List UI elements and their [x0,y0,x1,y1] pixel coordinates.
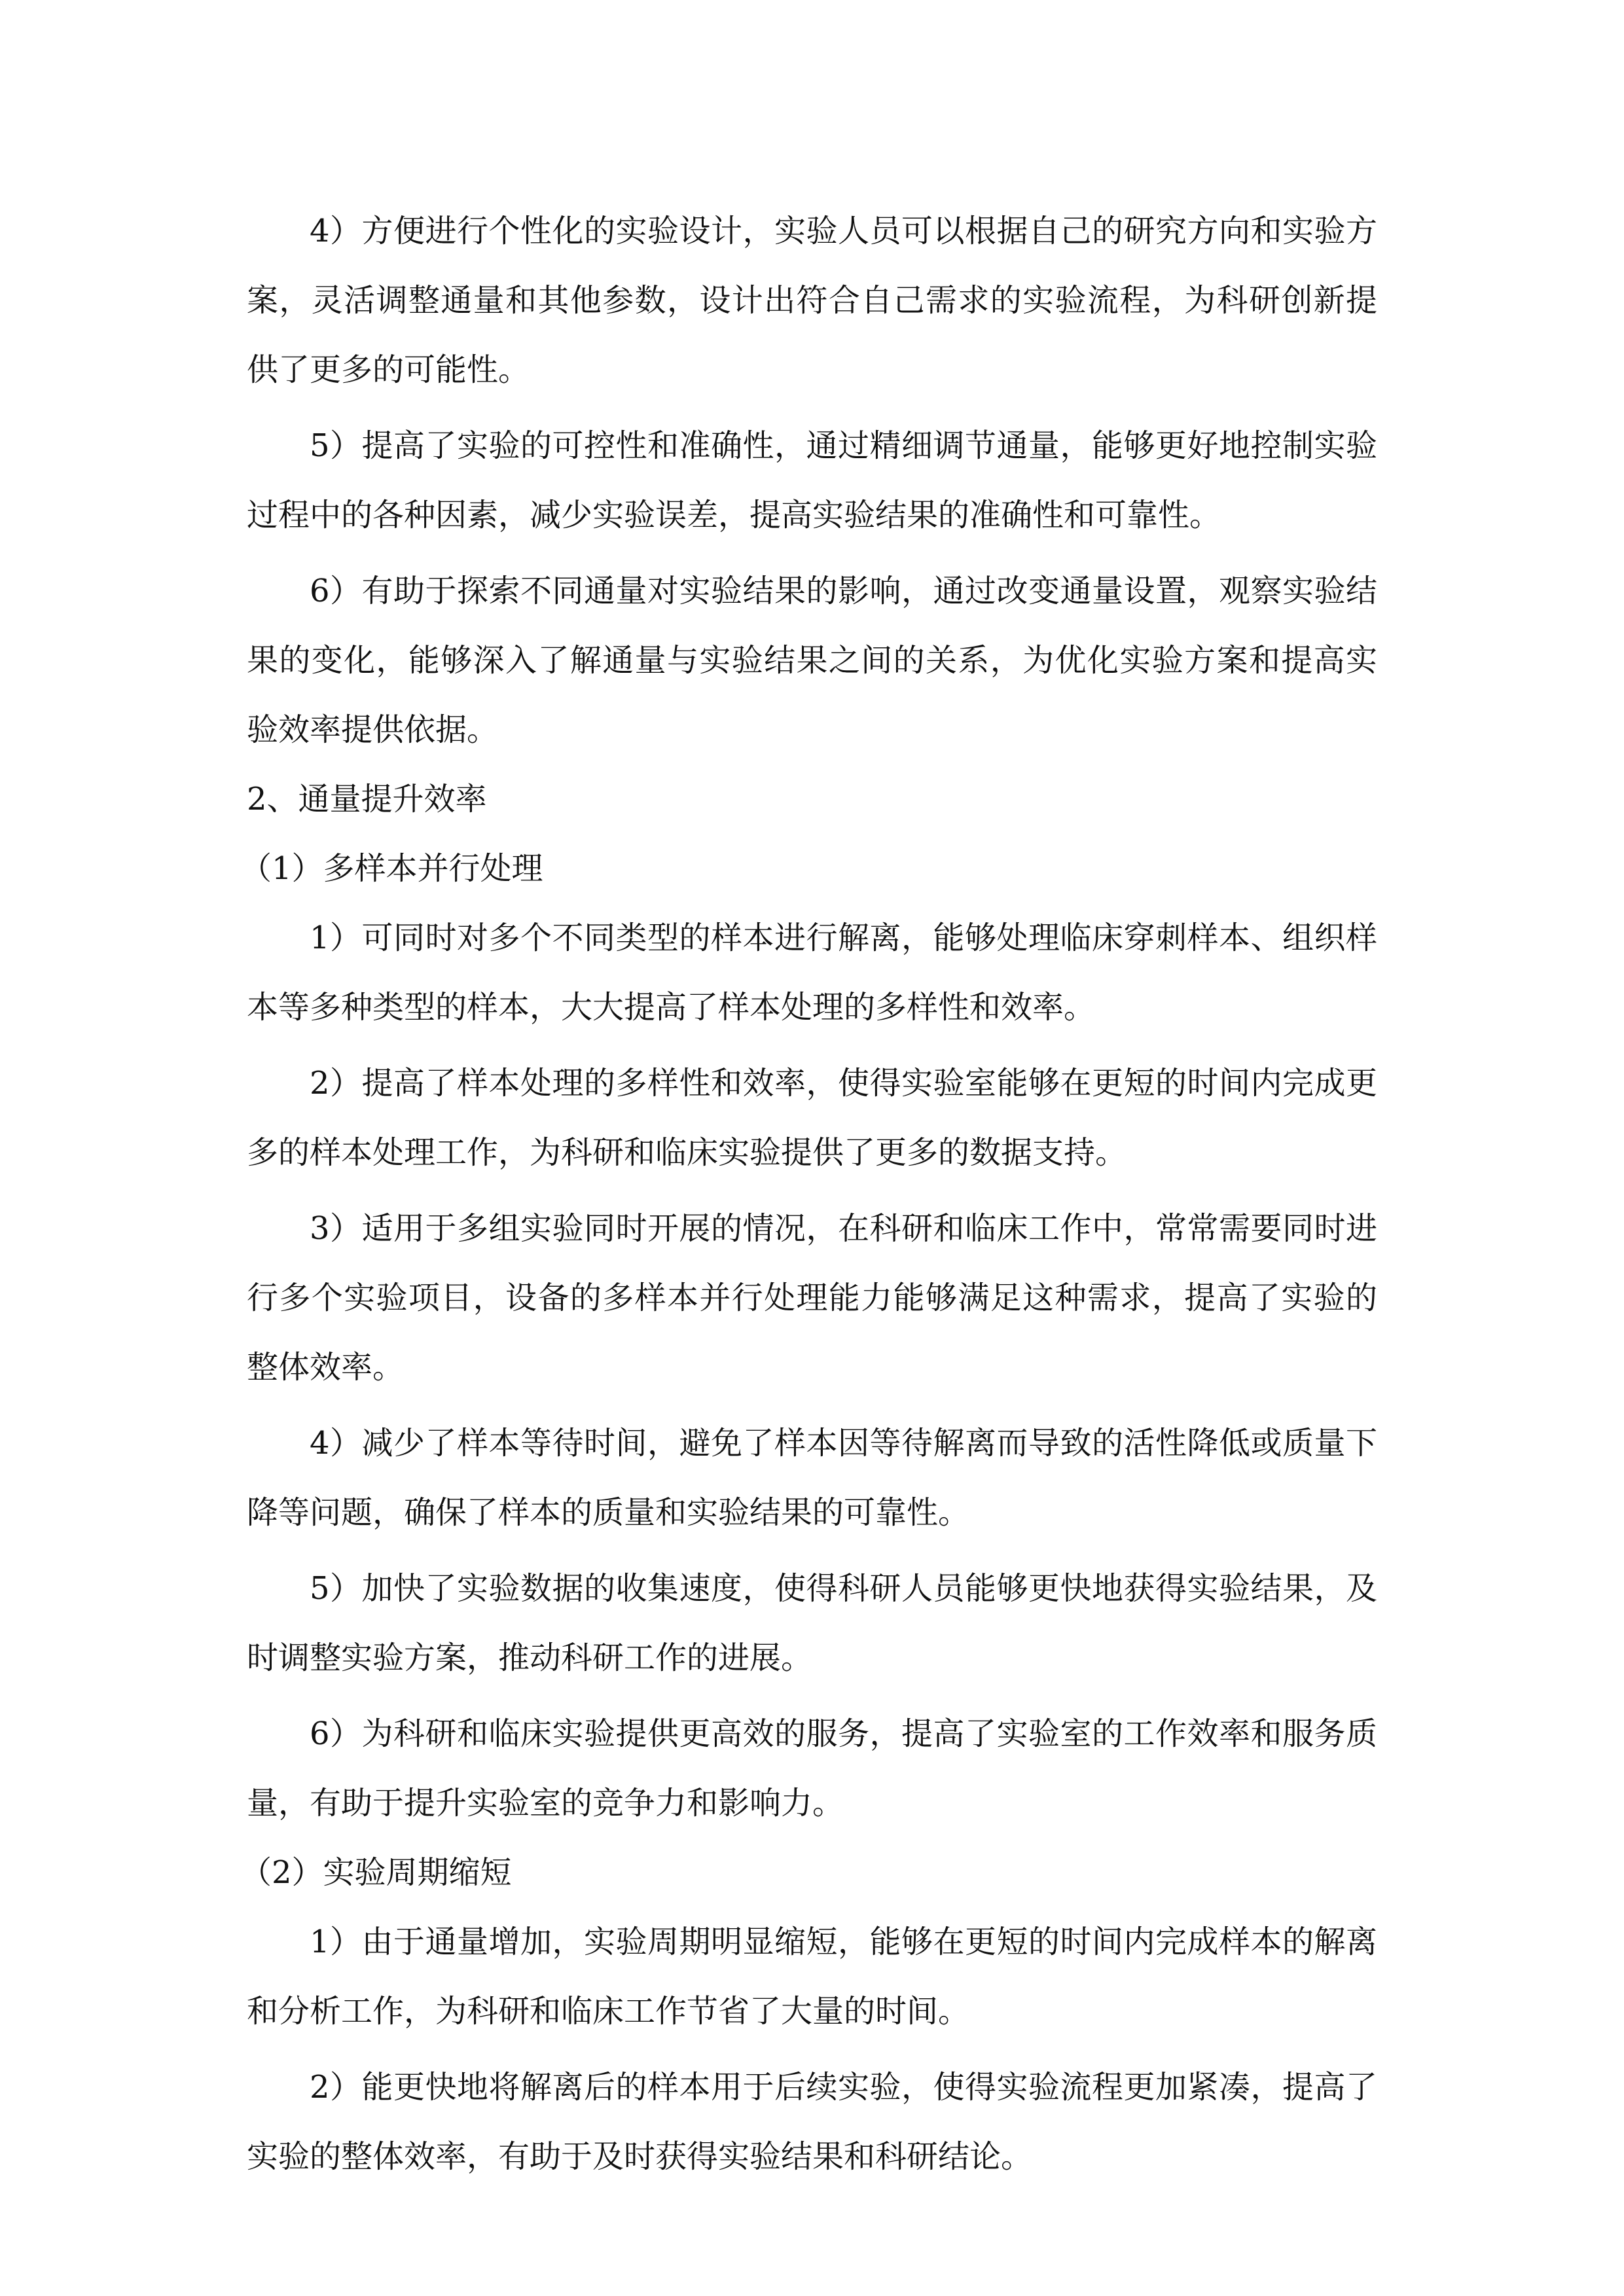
section-heading: 2、通量提升效率 [247,781,487,817]
paragraph: 5）加快了实验数据的收集速度，使得科研人员能够更快地获得实验结果，及时调整实验方案，推动科研工作的进展。 [247,1570,1377,1676]
paragraph: 6）有助于探索不同通量对实验结果的影响，通过改变通量设置，观察实验结果的变化，能够深入了解通量与实验结果之间的关系，为优化实验方案和提高实验效率提供依据。 [247,573,1377,748]
paragraph: 3）适用于多组实验同时开展的情况，在科研和临床工作中，常常需要同时进行多个实验项目，设备的多样本并行处理能力能够满足这种需求，提高了实验的整体效率。 [247,1210,1377,1386]
document-page [240,196,1377,2191]
paragraph: 2）提高了样本处理的多样性和效率，使得实验室能够在更短的时间内完成更多的样本处理工作，为科研和临床实验提供了更多的数据支持。 [247,1065,1377,1171]
paragraph: 6）为科研和临床实验提供更高效的服务，提高了实验室的工作效率和服务质量，有助于提升实验室的竞争力和影响力。 [247,1715,1377,1821]
paragraph: 4）减少了样本等待时间，避免了样本因等待解离而导致的活性降低或质量下降等问题，确保了样本的质量和实验结果的可靠性。 [247,1425,1377,1531]
paragraph: 5）提高了实验的可控性和准确性，通过精细调节通量，能够更好地控制实验过程中的各种因素，减少实验误差，提高实验结果的准确性和可靠性。 [247,427,1377,533]
paragraph: 4）方便进行个性化的实验设计，实验人员可以根据自己的研究方向和实验方案，灵活调整通量和其他参数，设计出符合自己需求的实验流程，为科研创新提供了更多的可能性。 [247,213,1377,388]
sub-heading: （2）实验周期缩短 [240,1854,512,1891]
paragraph: 1）可同时对多个不同类型的样本进行解离，能够处理临床穿刺样本、组织样本等多种类型的样本，大大提高了样本处理的多样性和效率。 [247,920,1377,1026]
paragraph: 2）能更快地将解离后的样本用于后续实验，使得实验流程更加紧凑，提高了实验的整体效率，有助于及时获得实验结果和科研结论。 [247,2069,1377,2175]
paragraph: 1）由于通量增加，实验周期明显缩短，能够在更短的时间内完成样本的解离和分析工作，为科研和临床工作节省了大量的时间。 [247,1924,1377,2030]
sub-heading: （1）多样本并行处理 [240,850,543,887]
